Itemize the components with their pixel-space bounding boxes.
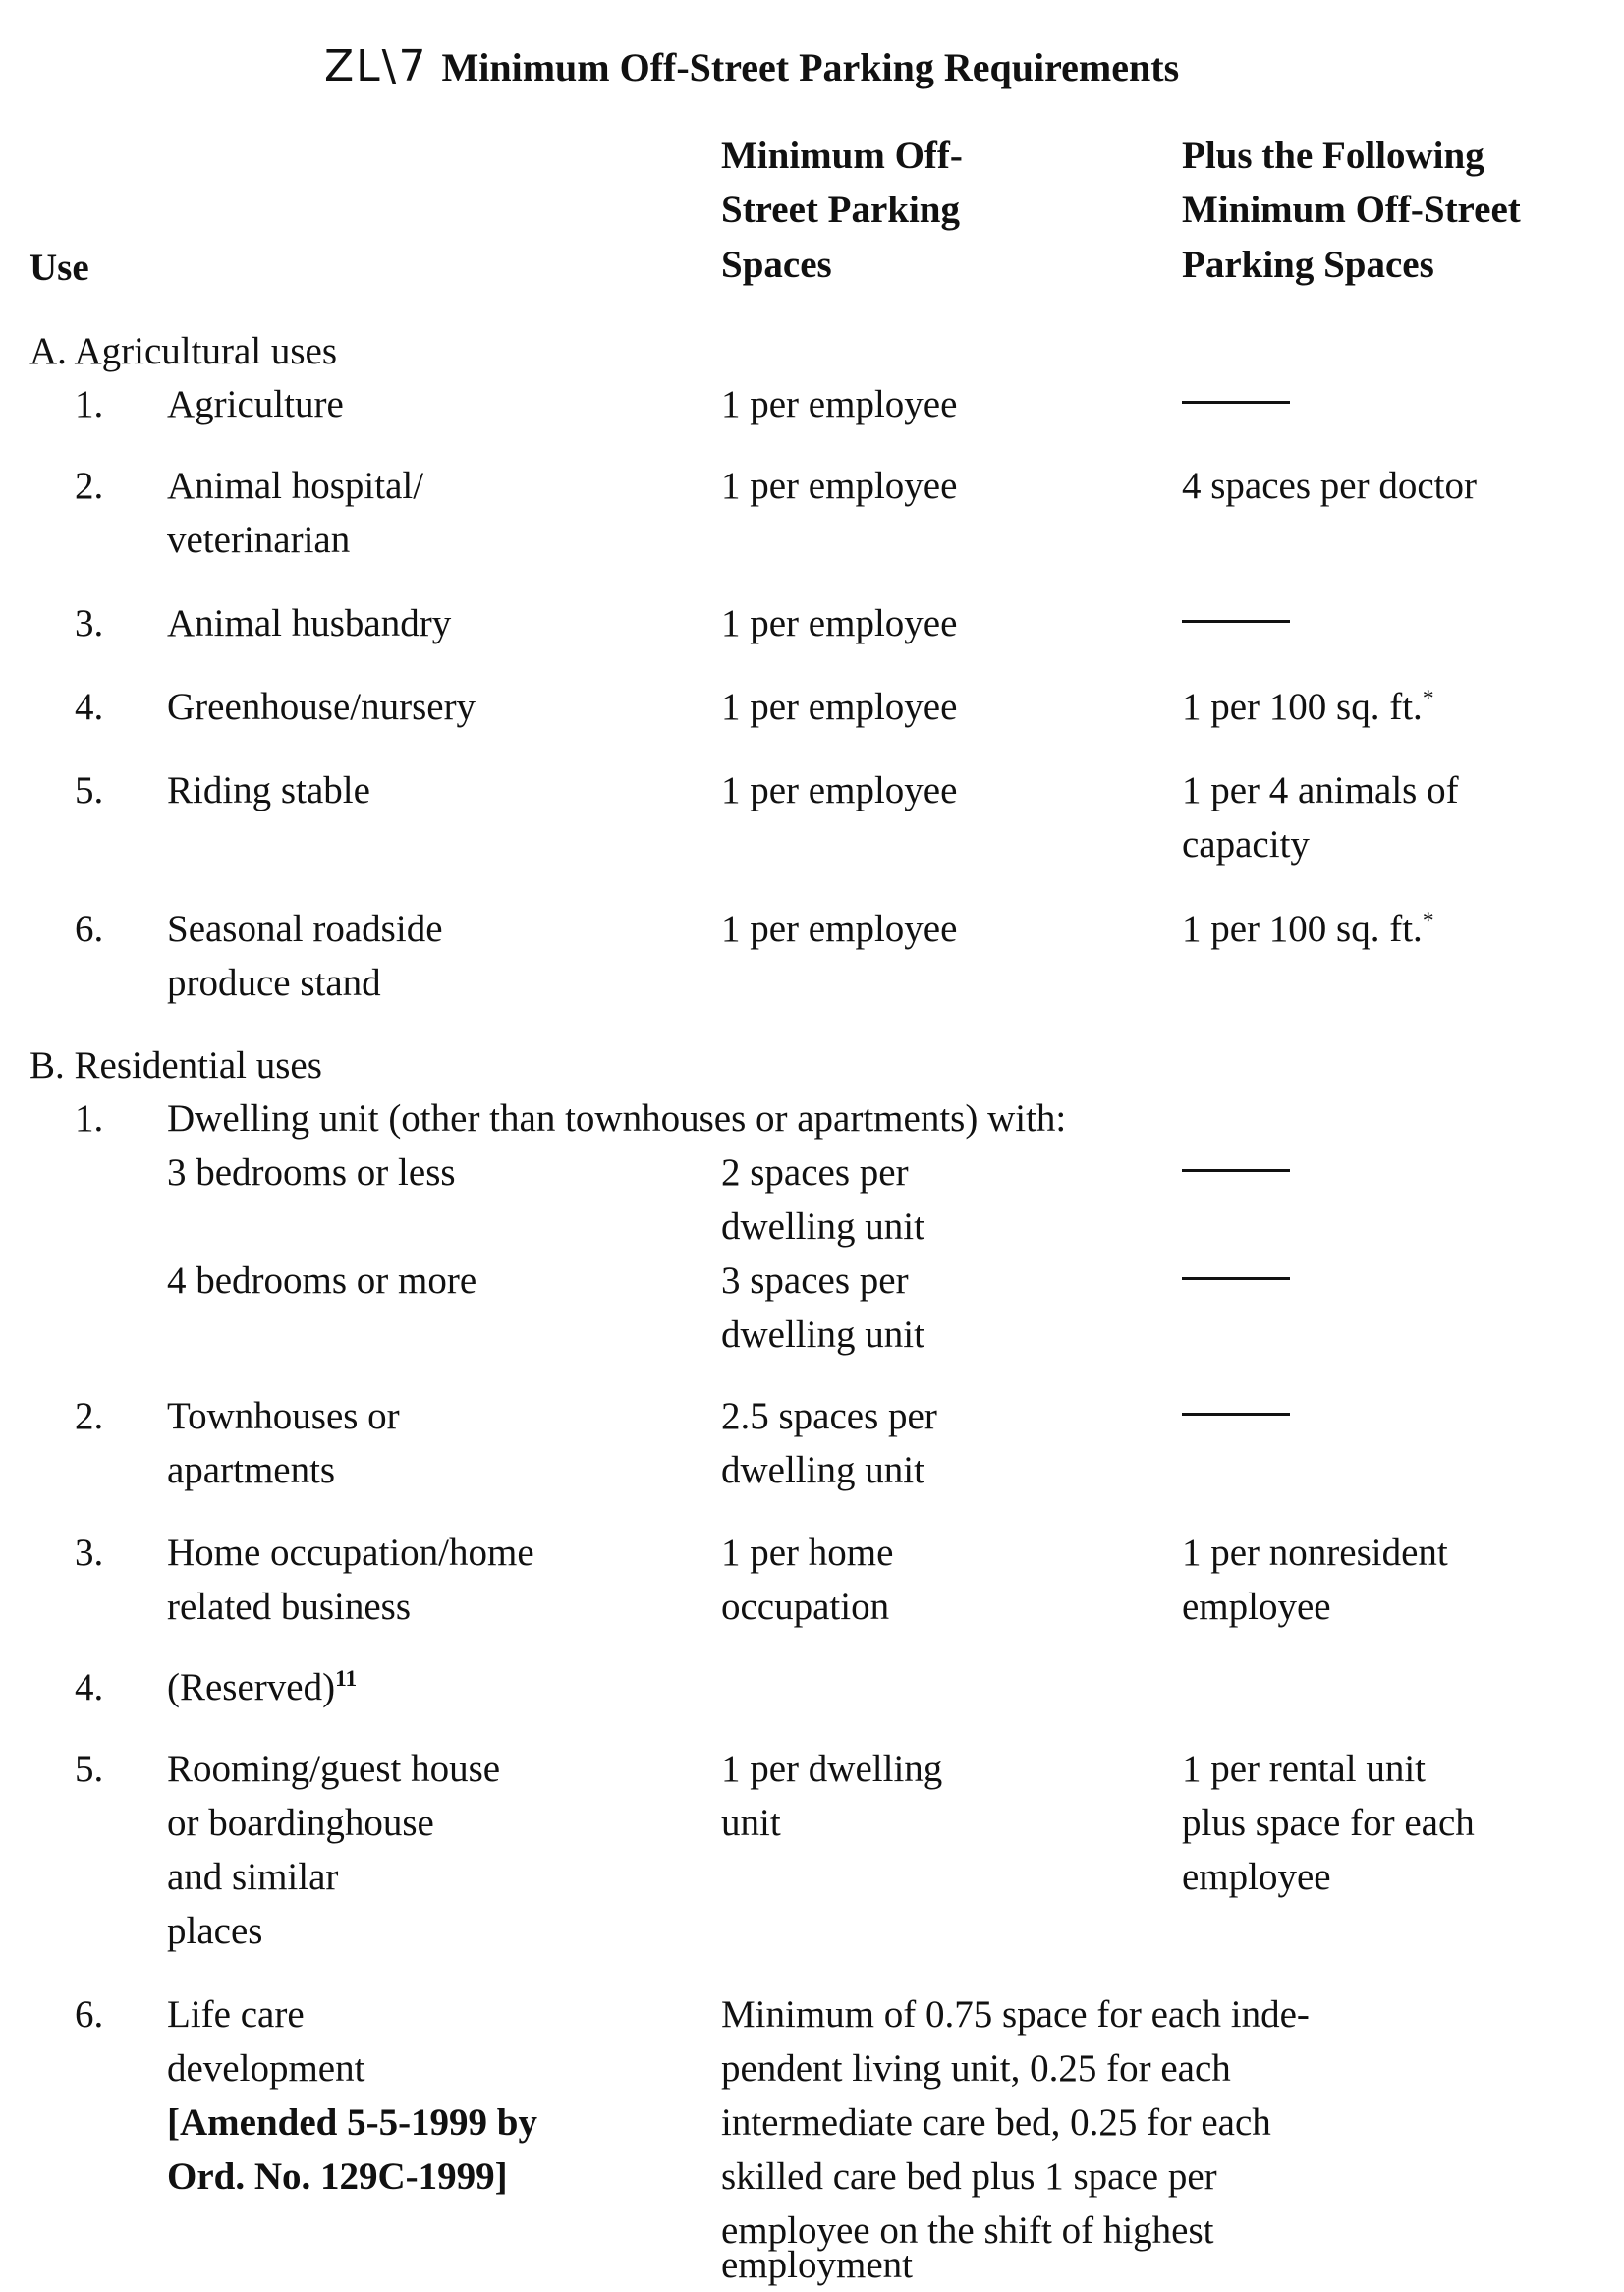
dash-none [1182,1169,1290,1172]
page-title [324,39,1179,94]
handwritten-code: ZL\7 [324,41,428,91]
title-text: Minimum Off-Street Parking Requirements [441,45,1180,89]
amendment-note: Ord. No. 129C-1999] [167,2155,508,2198]
amendment-note: [Amended 5-5-1999 by [167,2101,537,2144]
dash-none [1182,401,1290,404]
footnote-ref: 11 [335,1666,358,1692]
header-use: Use [29,247,89,289]
section-heading-residential: B. Residential uses [29,1044,322,1087]
section-heading-agricultural: A. Agricultural uses [29,330,338,372]
dash-none [1182,620,1290,623]
dash-none [1182,1413,1290,1416]
dash-none [1182,1277,1290,1280]
